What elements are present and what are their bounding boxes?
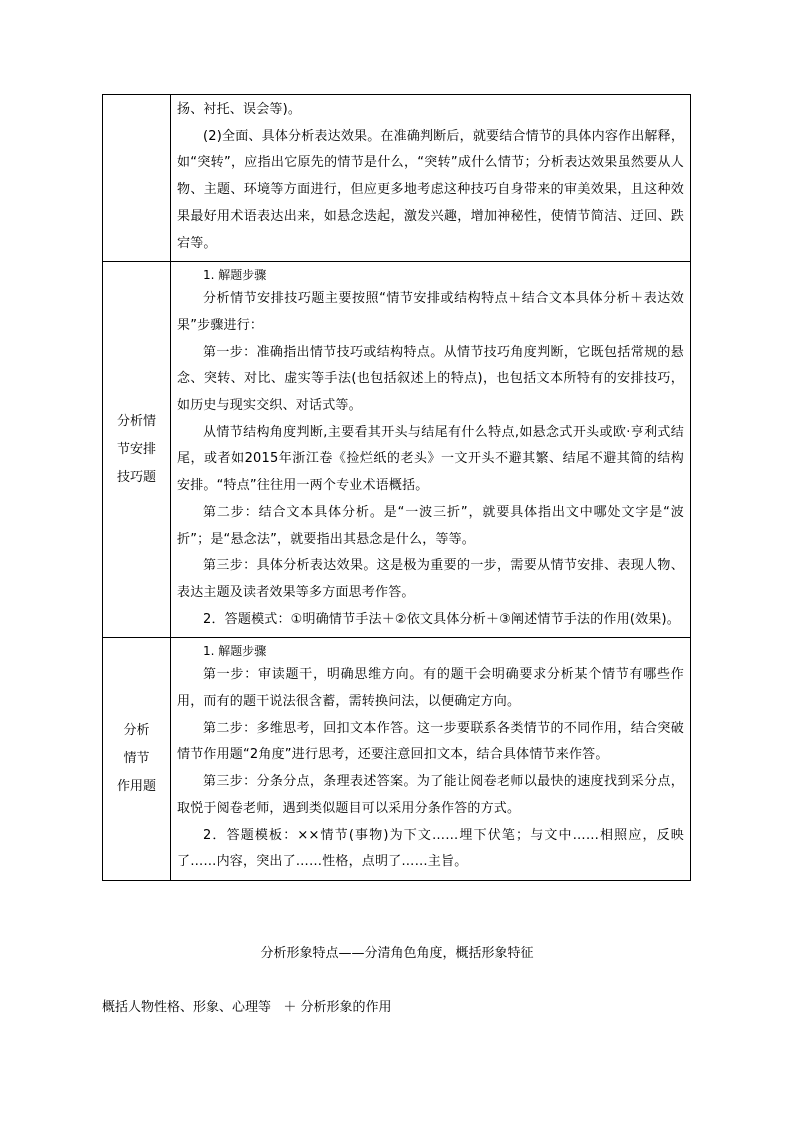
row-content [171, 95, 691, 262]
label-line: 节安排 [116, 441, 156, 457]
paragraph: 2．答题模板：××情节(事物)为下文……埋下伏笔；与文中……相照应，反映了……内容，突出了……性格，点明了……主旨。 [177, 827, 684, 870]
label-line: 情节 [123, 751, 150, 767]
row-label-empty [103, 95, 171, 262]
paragraph: 第二步：多维思考，回扣文本作答。这一步要联系各类情节的不同作用，结合突破情节作用题“2角度”进行思考，还要注意回扣文本，结合具体情节来作答。 [177, 720, 684, 763]
label-line: 分析 [123, 723, 150, 739]
paragraph: 第三步：具体分析表达效果。这是极为重要的一步，需要从情节安排、表现人物、表达主题及读者效果等多方面思考作答。 [177, 558, 684, 600]
paragraph: (2)全面、具体分析表达效果。在准确判断后，就要结合情节的具体内容作出解释，如“突转”，应指出它原先的情节是什么，“突转”成什么情节；分析表达效果虽然要从人物、主题、环境等方面进行，但应更多地考虑这种技巧自身带来的审美效果，且这种效果最好用术语表达出来，如悬念迭起，激发兴趣，增加神秘性，使情节简洁、迂回、跌宕等。 [177, 128, 685, 251]
paragraph: 第一步：准确指出情节技巧或结构特点。从情节技巧角度判断，它既包括常规的悬念、突转、对比、虚实等手法(也包括叙述上的特点)，也包括文本所特有的安排技巧，如历史与现实交织、对话式等。 [177, 344, 684, 414]
label-line: 分析情 [116, 413, 156, 429]
table-row [103, 262, 691, 638]
paragraph: 第一步：审读题干，明确思维方向。有的题干会明确要求分析某个情节有哪些作用，而有的题干说法很含蓄，需转换问法，以便确定方向。 [177, 667, 684, 710]
step-heading: 1. 解题步骤 [203, 268, 267, 283]
paragraph: 2．答题模式：①明确情节手法＋②依文具体分析＋③阐述情节手法的作用(效果)。 [203, 611, 680, 627]
paragraph: 第二步：结合文本具体分析。是“一波三折”，就要具体指出文中哪处文字是“波折”；是“悬念法”，就要指出其悬念是什么，等等。 [177, 504, 684, 547]
row-label [103, 638, 171, 881]
method-table [102, 94, 691, 881]
row-label [103, 262, 171, 638]
paragraph: 第三步：分条分点，条理表述答案。为了能让阅卷老师以最快的速度找到采分点，取悦于阅卷老师，遇到类似题目可以采用分条作答的方式。 [177, 774, 684, 816]
row-content [171, 262, 691, 638]
section-heading: 分析形象特点——分清角色角度，概括形象特征 [260, 946, 534, 961]
table-row [103, 95, 691, 262]
paragraph: 扬、衬托、误会等)。 [177, 102, 302, 117]
label-line: 作用题 [116, 779, 156, 795]
row-content [171, 638, 691, 881]
paragraph: 分析情节安排技巧题主要按照“情节安排或结构特点＋结合文本具体分析＋表达效果”步骤进行： [177, 291, 684, 333]
paragraph: 从情节结构角度判断,主要看其开头与结尾有什么特点,如悬念式开头或欧·亨利式结尾，或者如2015年浙江卷《捡烂纸的老头》一文开头不避其繁、结尾不避其简的结构安排。“特点”往往用一两个专业术语概括。 [177, 424, 684, 494]
label-line: 技巧题 [116, 469, 156, 485]
summary-line: 概括人物性格、形象、心理等 ＋ 分析形象的作用 [102, 1000, 392, 1015]
step-heading: 1. 解题步骤 [203, 644, 267, 659]
table-row [103, 638, 691, 881]
